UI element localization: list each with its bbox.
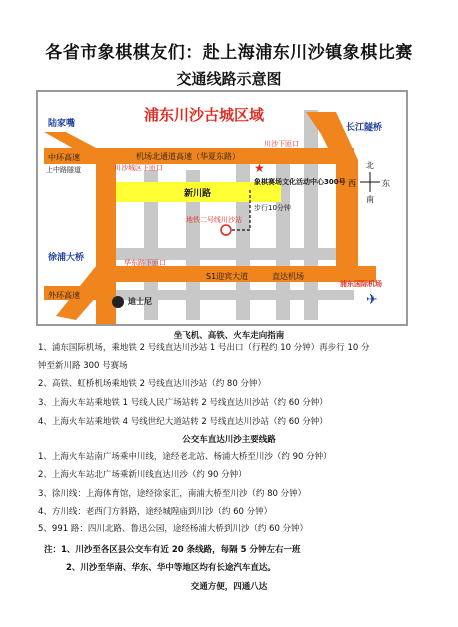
guide-line: 2、高铁、虹桥机场乘地铁 2 号线直达川沙站（约 80 分钟） [38,379,266,389]
guide-line: 1、浦东国际机场，乘地铁 2 号线直达川沙站 1 号出口（行程约 10 分钟）再步行 10 分 [38,343,370,353]
section2-title: 公交车直达川沙主要线路 [182,435,276,445]
note-line: 2、川沙至华南、华东、华中等地区均有长途汽车直达。 [66,563,276,573]
zhonghuan-label: 中环高速 [48,153,80,162]
chuansha-ramp-label: 川沙下匝口 [264,140,299,148]
page-subtitle: 交通线路示意图 [176,70,282,88]
s1-east-label: 直达机场 [272,272,304,281]
metro-icon [221,225,231,235]
note-line: 注：1、川沙至各区县公交车有近 20 条线路，每隔 5 分钟左右一班 [44,545,301,555]
svg-text:东: 东 [382,179,390,188]
disney-label: 迪士尼 [128,297,152,306]
section1-title: 坐飞机、高铁、火车走向指南 [173,331,285,341]
bus-line: 3、徐川线：上海体育馆，途经徐家汇，南浦大桥至川沙（约 80 分钟） [38,489,307,499]
footer-text: 交通方便，四通八达 [190,582,268,592]
venue-star-icon: ★ [254,161,265,175]
guide-line: 钟至新川路 300 号赛场 [38,361,128,371]
venue-label: 象棋赛场文化活动中心300号 [254,178,346,186]
walk-label: 步行10分钟 [254,204,291,212]
shangzhong-label: 上中路隧道 [46,166,81,174]
svg-text:北: 北 [366,161,374,170]
guide-line: 3、上海火车站乘地铁 1 号线人民广场站转 2 号线直达川沙站（约 60 分钟） [38,398,328,408]
page-title: 各省市象棋棋友们：赴上海浦东川沙镇象棋比赛 [45,43,413,63]
jichang-label: 机场北通道高速（华夏东路） [136,152,240,161]
airplane-icon: ✈ [366,292,378,308]
chuansha-city-ramp: 川沙城区下匝口 [114,164,163,172]
route-map [36,90,408,326]
bus-line: 1、上海火车站南广场乘申川线，途经老北站、杨浦大桥至川沙（约 90 分钟） [38,452,332,462]
bus-line: 4、方川线：老西门方斜路，途经城隍庙到川沙（约 60 分钟） [38,507,273,517]
xinchuan-label: 新川路 [184,189,212,199]
changjiang-label: 长江隧桥 [346,123,383,133]
huadong-ramp-label: 华东路下匝口 [124,259,166,267]
bus-line: 2、上海火车站北广场乘新川线直达川沙（约 90 分钟） [38,470,247,480]
guide-line: 4、上海火车站乘地铁 4 号线世纪大道站转 2 号线直达川沙站（约 60 分钟） [38,417,328,427]
airport-label: 浦东国际机场 [340,280,382,288]
metro-label: 地铁二号线川沙站 [186,216,242,224]
waihuan-label: 外环高速 [48,291,80,300]
xupu-label: 徐浦大桥 [48,253,85,263]
svg-text:西: 西 [348,179,356,188]
bus-line: 5、991 路：四川北路、鲁迅公园，途经杨浦大桥到川沙（约 60 分钟） [38,524,309,534]
s1-label: S1迎宾大道 [206,272,249,281]
svg-text:南: 南 [366,195,374,204]
disney-icon [112,296,124,308]
lujiazui-label: 陆家嘴 [48,119,76,129]
region-title: 浦东川沙古城区域 [144,106,265,124]
